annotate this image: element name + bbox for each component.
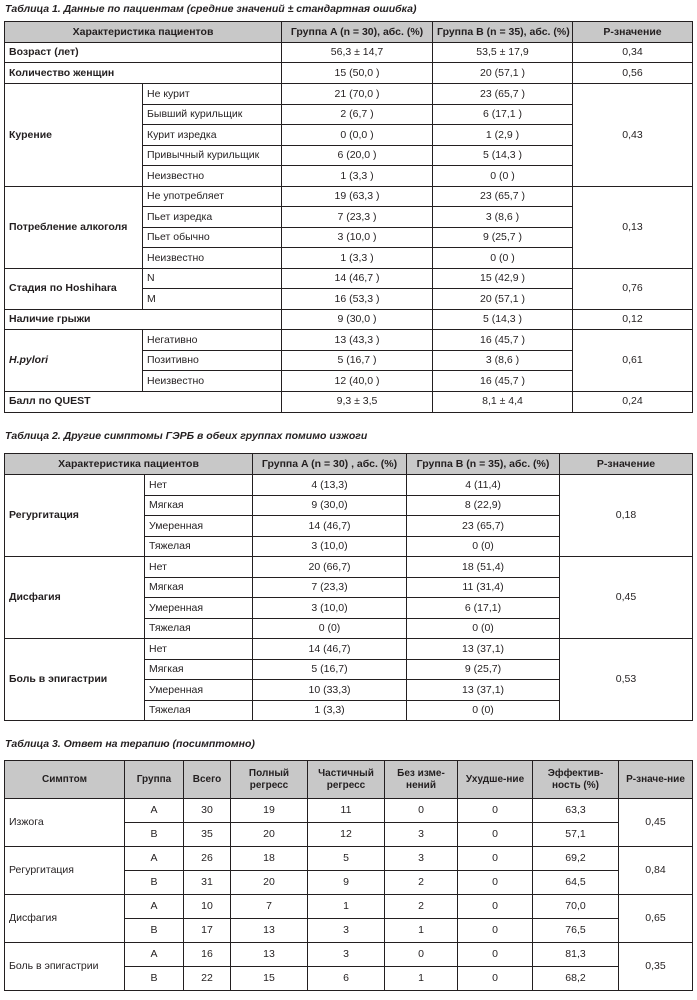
cell-group-b: 3 (8,6 ) [433,350,573,371]
cell-full-regression: 13 [231,943,308,967]
cell-subcategory: Тяжелая [145,536,253,557]
table-row [5,557,693,578]
cell-partial-regression: 1 [308,895,385,919]
cell-efficacy: 70,0 [533,895,619,919]
cell-p-value: 0,12 [573,309,693,330]
cell-no-change: 1 [385,919,458,943]
cell-group-a: 6 (20,0 ) [282,145,433,166]
cell-group-b: 5 (14,3 ) [433,309,573,330]
cell-p-value: 0,65 [619,895,693,943]
cell-subcategory: Умеренная [145,598,253,619]
cell-group-b: 18 (51,4) [407,557,560,578]
cell-efficacy: 57,1 [533,823,619,847]
cell-group: B [125,919,184,943]
cell-worsening: 0 [458,943,533,967]
cell-worsening: 0 [458,895,533,919]
cell-group-b: 23 (65,7 ) [433,186,573,207]
table-header-row [5,454,693,475]
table-row [5,43,693,63]
table-row [5,475,693,496]
cell-group-b: 23 (65,7) [407,516,560,537]
cell-partial-regression: 12 [308,823,385,847]
table-header-row [5,22,693,43]
row-label-hernia: Наличие грыжи [5,309,282,330]
table2-caption: Таблица 2. Другие симптомы ГЭРБ в обеих группах помимо изжоги [5,430,368,442]
cell-group-a: 56,3 ± 14,7 [282,43,433,63]
cell-group: A [125,943,184,967]
cell-group-a: 14 (46,7) [253,639,407,660]
cell-no-change: 0 [385,799,458,823]
cell-group: A [125,895,184,919]
row-label-age: Возраст (лет) [5,43,282,63]
cell-p-value: 0,84 [619,847,693,895]
cell-subcategory: Умеренная [145,680,253,701]
cell-full-regression: 7 [231,895,308,919]
cell-worsening: 0 [458,823,533,847]
cell-group-a: 1 (3,3) [253,700,407,721]
header-group-b: Группа B (n = 35), абс. (%) [407,454,560,475]
cell-group-a: 2 (6,7 ) [282,104,433,125]
row-label-dysphagia: Дисфагия [5,557,145,639]
cell-worsening: 0 [458,847,533,871]
header-characteristic: Характеристика пациентов [5,454,253,475]
table-row [5,186,693,207]
cell-partial-regression: 3 [308,943,385,967]
cell-subcategory: Привычный курильщик [143,145,282,166]
row-label-hoshihara: Стадия по Hoshihara [5,268,143,309]
cell-no-change: 3 [385,823,458,847]
cell-no-change: 0 [385,943,458,967]
cell-full-regression: 18 [231,847,308,871]
table-row [5,391,693,412]
cell-efficacy: 76,5 [533,919,619,943]
cell-group-b: 16 (45,7 ) [433,330,573,351]
cell-group: A [125,847,184,871]
cell-p-value: 0,76 [573,268,693,309]
cell-group-b: 20 (57,1 ) [433,289,573,310]
table1-caption: Таблица 1. Данные по пациентам (средние значений ± стандартная ошибка) [5,3,417,15]
row-label-regurgitation: Регургитация [5,475,145,557]
cell-subcategory: Нет [145,475,253,496]
table-row [5,847,693,871]
cell-no-change: 1 [385,967,458,991]
cell-group-a: 1 (3,3 ) [282,248,433,269]
cell-total: 26 [184,847,231,871]
cell-worsening: 0 [458,967,533,991]
cell-group-a: 3 (10,0 ) [282,227,433,248]
cell-group-b: 0 (0 ) [433,248,573,269]
cell-total: 16 [184,943,231,967]
cell-subcategory: Мягкая [145,659,253,680]
cell-total: 30 [184,799,231,823]
cell-partial-regression: 6 [308,967,385,991]
row-label-smoking: Курение [5,84,143,187]
cell-subcategory: Неизвестно [143,371,282,392]
header-worsening: Ухудше-ние [458,761,533,799]
cell-subcategory: Нет [145,639,253,660]
cell-efficacy: 64,5 [533,871,619,895]
cell-total: 35 [184,823,231,847]
cell-group-b: 0 (0) [407,700,560,721]
cell-full-regression: 15 [231,967,308,991]
cell-full-regression: 13 [231,919,308,943]
cell-group-a: 7 (23,3 ) [282,207,433,228]
row-label-alcohol: Потребление алкоголя [5,186,143,268]
cell-group-a: 15 (50,0 ) [282,63,433,84]
cell-group-a: 1 (3,3 ) [282,166,433,187]
cell-full-regression: 20 [231,823,308,847]
cell-group-a: 12 (40,0 ) [282,371,433,392]
header-group-a: Группа A (n = 30) , абс. (%) [253,454,407,475]
row-label-epigastric-pain: Боль в эпигастрии [5,639,145,721]
cell-no-change: 2 [385,871,458,895]
cell-group-a: 3 (10,0) [253,598,407,619]
cell-efficacy: 63,3 [533,799,619,823]
row-label-heartburn: Изжога [5,799,125,847]
cell-group-b: 11 (31,4) [407,577,560,598]
cell-subcategory: Тяжелая [145,700,253,721]
cell-group-b: 0 (0 ) [433,166,573,187]
therapy-response-table [4,760,693,991]
row-label-hpylori: H.pylori [5,330,143,392]
cell-group-b: 16 (45,7 ) [433,371,573,392]
cell-group-a: 19 (63,3 ) [282,186,433,207]
cell-partial-regression: 9 [308,871,385,895]
cell-efficacy: 69,2 [533,847,619,871]
cell-subcategory: N [143,268,282,289]
header-efficacy: Эффектив-ность (%) [533,761,619,799]
cell-group-a: 9,3 ± 3,5 [282,391,433,412]
header-group-b: Группа B (n = 35), абс. (%) [433,22,573,43]
cell-group-b: 3 (8,6 ) [433,207,573,228]
cell-subcategory: Бывший курильщик [143,104,282,125]
cell-group-a: 5 (16,7) [253,659,407,680]
cell-p-value: 0,45 [560,557,693,639]
cell-group-b: 20 (57,1 ) [433,63,573,84]
cell-worsening: 0 [458,871,533,895]
cell-group-a: 13 (43,3 ) [282,330,433,351]
cell-subcategory: Нет [145,557,253,578]
cell-p-value: 0,13 [573,186,693,268]
cell-group-a: 9 (30,0) [253,495,407,516]
cell-group-b: 6 (17,1 ) [433,104,573,125]
cell-efficacy: 81,3 [533,943,619,967]
cell-p-value: 0,24 [573,391,693,412]
cell-group: A [125,799,184,823]
row-label-dysphagia: Дисфагия [5,895,125,943]
cell-group-a: 0 (0) [253,618,407,639]
cell-group-b: 8,1 ± 4,4 [433,391,573,412]
header-characteristic: Характеристика пациентов [5,22,282,43]
cell-subcategory: Пьет обычно [143,227,282,248]
header-partial-regression: Частичный регресс [308,761,385,799]
cell-group-a: 5 (16,7 ) [282,350,433,371]
table-row [5,895,693,919]
cell-partial-regression: 3 [308,919,385,943]
table-row [5,943,693,967]
cell-p-value: 0,56 [573,63,693,84]
cell-group-b: 15 (42,9 ) [433,268,573,289]
cell-subcategory: M [143,289,282,310]
cell-subcategory: Неизвестно [143,166,282,187]
table3-caption: Таблица 3. Ответ на терапию (посимптомно) [5,738,255,750]
row-label-regurgitation: Регургитация [5,847,125,895]
cell-total: 10 [184,895,231,919]
table-header-row [5,761,693,799]
cell-group-b: 23 (65,7 ) [433,84,573,105]
cell-group: B [125,967,184,991]
cell-subcategory: Тяжелая [145,618,253,639]
row-label-quest: Балл по QUEST [5,391,282,412]
cell-subcategory: Мягкая [145,577,253,598]
header-total: Всего [184,761,231,799]
cell-p-value: 0,34 [573,43,693,63]
cell-full-regression: 19 [231,799,308,823]
cell-group-b: 1 (2,9 ) [433,125,573,146]
cell-group-b: 13 (37,1) [407,639,560,660]
cell-total: 31 [184,871,231,895]
cell-p-value: 0,43 [573,84,693,187]
cell-group-a: 14 (46,7) [253,516,407,537]
cell-subcategory: Не курит [143,84,282,105]
header-no-change: Без изме-нений [385,761,458,799]
cell-group-b: 0 (0) [407,536,560,557]
gerd-symptoms-table [4,453,693,721]
cell-p-value: 0,61 [573,330,693,392]
cell-group-a: 10 (33,3) [253,680,407,701]
cell-no-change: 3 [385,847,458,871]
table-row [5,639,693,660]
cell-group-a: 7 (23,3) [253,577,407,598]
cell-group-b: 9 (25,7) [407,659,560,680]
cell-subcategory: Не употребляет [143,186,282,207]
row-label-epigastric-pain: Боль в эпигастрии [5,943,125,991]
cell-total: 17 [184,919,231,943]
cell-full-regression: 20 [231,871,308,895]
header-symptom: Симптом [5,761,125,799]
cell-subcategory: Курит изредка [143,125,282,146]
row-label-women: Количество женщин [5,63,282,84]
patient-data-table [4,21,693,413]
cell-group: B [125,823,184,847]
cell-group: B [125,871,184,895]
cell-group-a: 16 (53,3 ) [282,289,433,310]
cell-group-a: 21 (70,0 ) [282,84,433,105]
header-p-value: P-значение [560,454,693,475]
cell-group-a: 20 (66,7) [253,557,407,578]
table-row [5,84,693,105]
cell-worsening: 0 [458,919,533,943]
table-row [5,330,693,351]
cell-worsening: 0 [458,799,533,823]
cell-subcategory: Позитивно [143,350,282,371]
cell-group-b: 9 (25,7 ) [433,227,573,248]
cell-total: 22 [184,967,231,991]
cell-no-change: 2 [385,895,458,919]
cell-group-a: 9 (30,0 ) [282,309,433,330]
table-row [5,309,693,330]
cell-efficacy: 68,2 [533,967,619,991]
table-row [5,63,693,84]
cell-subcategory: Пьет изредка [143,207,282,228]
cell-group-a: 3 (10,0) [253,536,407,557]
cell-p-value: 0,18 [560,475,693,557]
cell-group-a: 14 (46,7 ) [282,268,433,289]
cell-group-b: 4 (11,4) [407,475,560,496]
cell-subcategory: Негативно [143,330,282,351]
header-full-regression: Полный регресс [231,761,308,799]
cell-group-b: 5 (14,3 ) [433,145,573,166]
cell-p-value: 0,53 [560,639,693,721]
cell-group-a: 4 (13,3) [253,475,407,496]
cell-group-b: 0 (0) [407,618,560,639]
header-group: Группа [125,761,184,799]
cell-partial-regression: 5 [308,847,385,871]
cell-subcategory: Мягкая [145,495,253,516]
cell-group-b: 6 (17,1) [407,598,560,619]
cell-group-b: 53,5 ± 17,9 [433,43,573,63]
header-p-value: P-значе-ние [619,761,693,799]
cell-subcategory: Умеренная [145,516,253,537]
cell-group-a: 0 (0,0 ) [282,125,433,146]
cell-partial-regression: 11 [308,799,385,823]
header-group-a: Группа A (n = 30), абс. (%) [282,22,433,43]
cell-p-value: 0,45 [619,799,693,847]
cell-group-b: 13 (37,1) [407,680,560,701]
header-p-value: P-значение [573,22,693,43]
table-row [5,799,693,823]
cell-group-b: 8 (22,9) [407,495,560,516]
table-row [5,268,693,289]
cell-p-value: 0,35 [619,943,693,991]
cell-subcategory: Неизвестно [143,248,282,269]
